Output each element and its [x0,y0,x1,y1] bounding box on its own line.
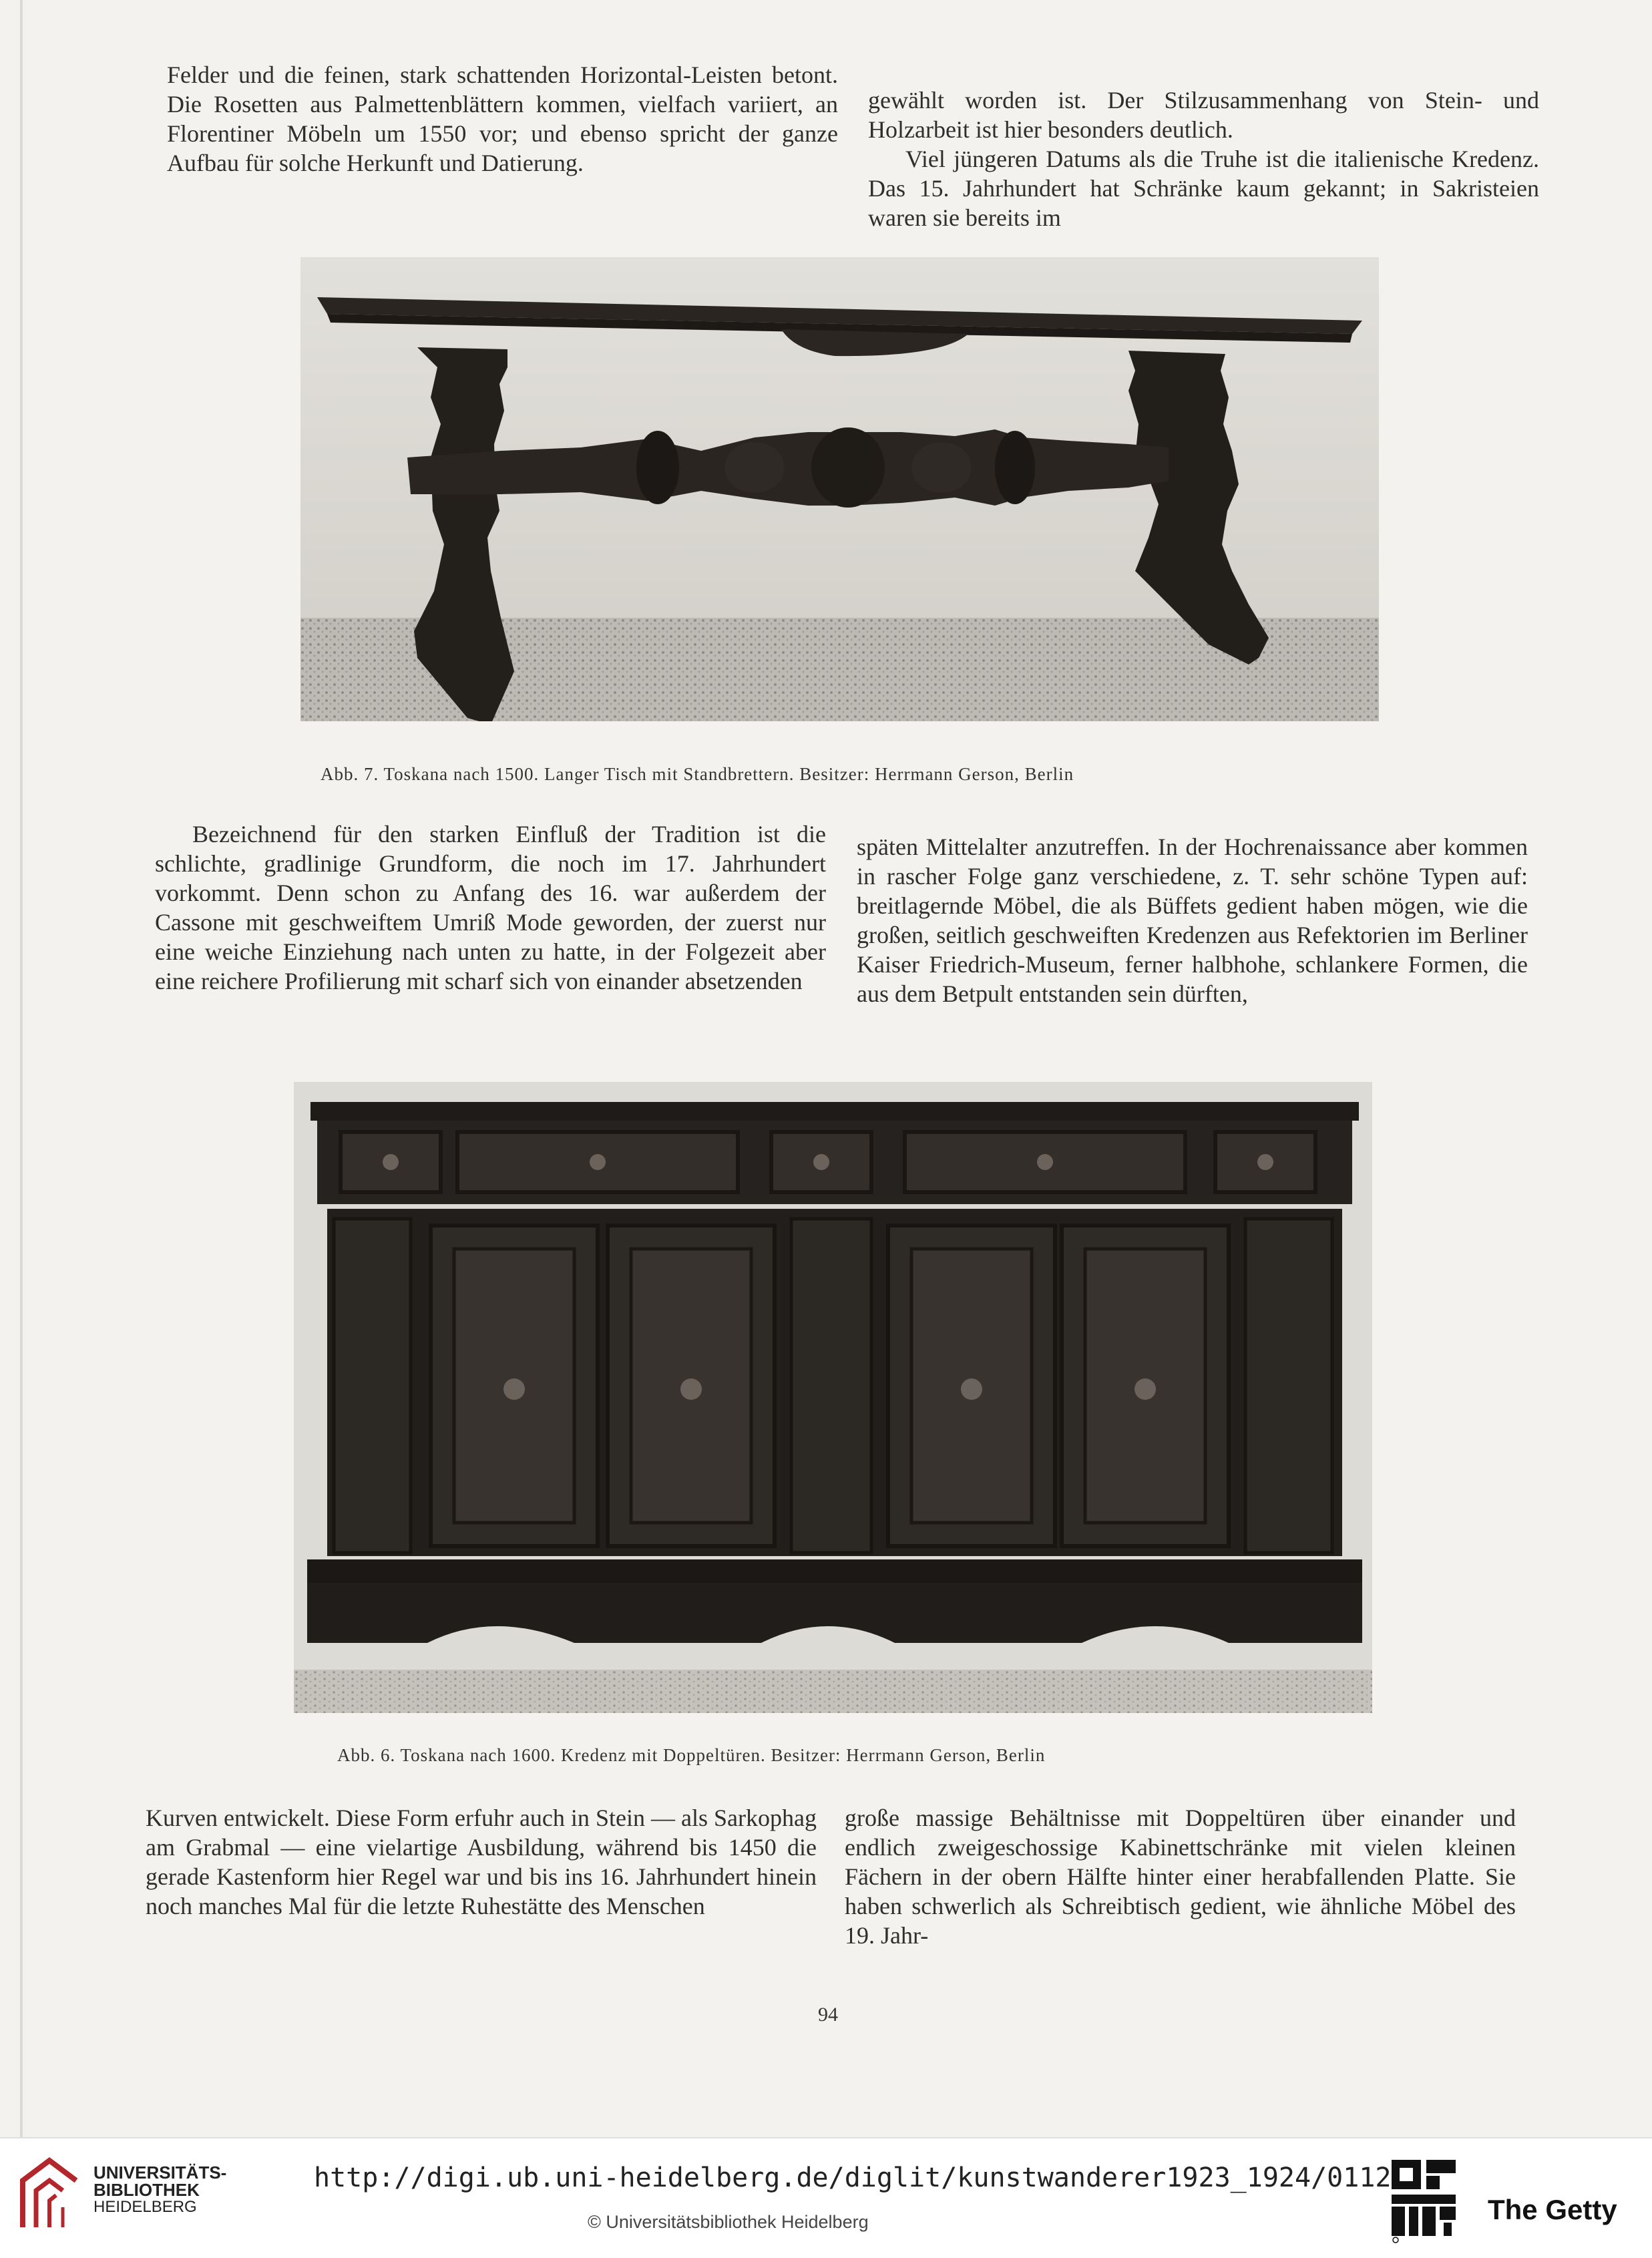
credenza-illustration [294,1082,1372,1713]
page-number: 94 [818,2004,838,2026]
text-column-top-left [167,60,838,178]
paragraph: Kurven entwickelt. Diese Form erfuhr auch in Stein — als Sarkophag am Grabmal — eine vielartige Ausbildung, während bis 1450 die gerade Kastenform hier Regel war und bis ins 16. Jahrhundert hinein noch manches Mal für die letzte Ruhestätte des Menschen [146,1805,817,1919]
figure-table-photo [300,257,1379,721]
getty-logo-icon[interactable] [1389,2157,1458,2244]
page-edge-shadow [20,0,23,2137]
paragraph: gewählt worden ist. Der Stilzusammenhang von Stein- und Holzarbeit ist hier besonders deutlich. [868,87,1539,143]
paragraph: Viel jüngeren Datums als die Truhe ist die italienische Kredenz. Das 15. Jahrhundert hat Schränke kaum gekannt; in Sakristeien waren sie bereits im [868,146,1539,231]
paragraph: Felder und die feinen, stark schattenden Horizontal-Leisten betont. Die Rosetten aus Palmettenblättern kommen, vielfach variiert, an Florentiner Möbeln um 1550 vor; und ebenso spricht der ganze Aufbau für solche Herkunft und Datierung. [167,61,838,176]
copyright-notice: © Universitätsbibliothek Heidelberg [588,2212,869,2232]
uni-name-line: HEIDELBERG [93,2198,197,2216]
text-column-bottom-left [146,1803,817,1921]
uni-name-line: BIBLIOTHEK [93,2180,200,2200]
university-library-name [93,2164,226,2216]
text-column-bottom-right [845,1803,1516,1950]
paragraph: Bezeichnend für den starken Einfluß der Tradition ist die schlichte, gradlinige Grundform, die noch im 17. Jahrhundert vorkommt. Denn schon zu Anfang des 16. war außerdem der Cassone mit geschweiftem Umriß Mode geworden, der zuerst nur eine weiche Einziehung nach unten zu hatte, in der Folgezeit aber eine reichere Profilierung mit scharf sich von einander absetzenden [155,821,826,994]
text-column-middle-left [155,819,826,996]
figure-credenza-photo [294,1082,1372,1713]
permalink-url[interactable]: http://digi.ub.uni-heidelberg.de/diglit/kunstwanderer1923_1924/0112 [314,2162,1392,2193]
table-illustration [300,257,1379,721]
getty-name: The Getty [1488,2194,1617,2225]
figure-caption: Abb. 7. Toskana nach 1500. Langer Tisch mit Standbrettern. Besitzer: Herrmann Gerson, Berlin [321,764,1074,784]
text-column-top-right [868,85,1539,232]
text-column-middle-right [857,832,1528,1008]
heidelberg-university-logo-icon[interactable] [16,2154,83,2234]
paragraph: große massige Behältnisse mit Doppeltüren über einander und endlich zweigeschossige Kabinettschränke mit vielen kleinen Fächern in der obern Hälfte hinter einer herabfallenden Platte. Sie haben schwerlich als Schreibtisch gedient, wie ähnliche Möbel des 19. Jahr- [845,1805,1516,1949]
figure-caption: Abb. 6. Toskana nach 1600. Kredenz mit Doppeltüren. Besitzer: Herrmann Gerson, Berlin [337,1745,1046,1765]
uni-name-line: UNIVERSITÄTS- [93,2162,227,2183]
paragraph: späten Mittelalter anzutreffen. In der Hochrenaissance aber kommen in rascher Folge ganz verschiedene, z. T. sehr schöne Typen auf: breitlagernde Möbel, die als Büffets gedient haben mögen, wie die großen, seitlich geschweiften Kredenzen aus Refektorien im Berliner Kaiser Friedrich-Museum, ferner halbhohe, schlankere Formen, die aus dem Betpult entstanden sein dürften, [857,833,1528,1007]
